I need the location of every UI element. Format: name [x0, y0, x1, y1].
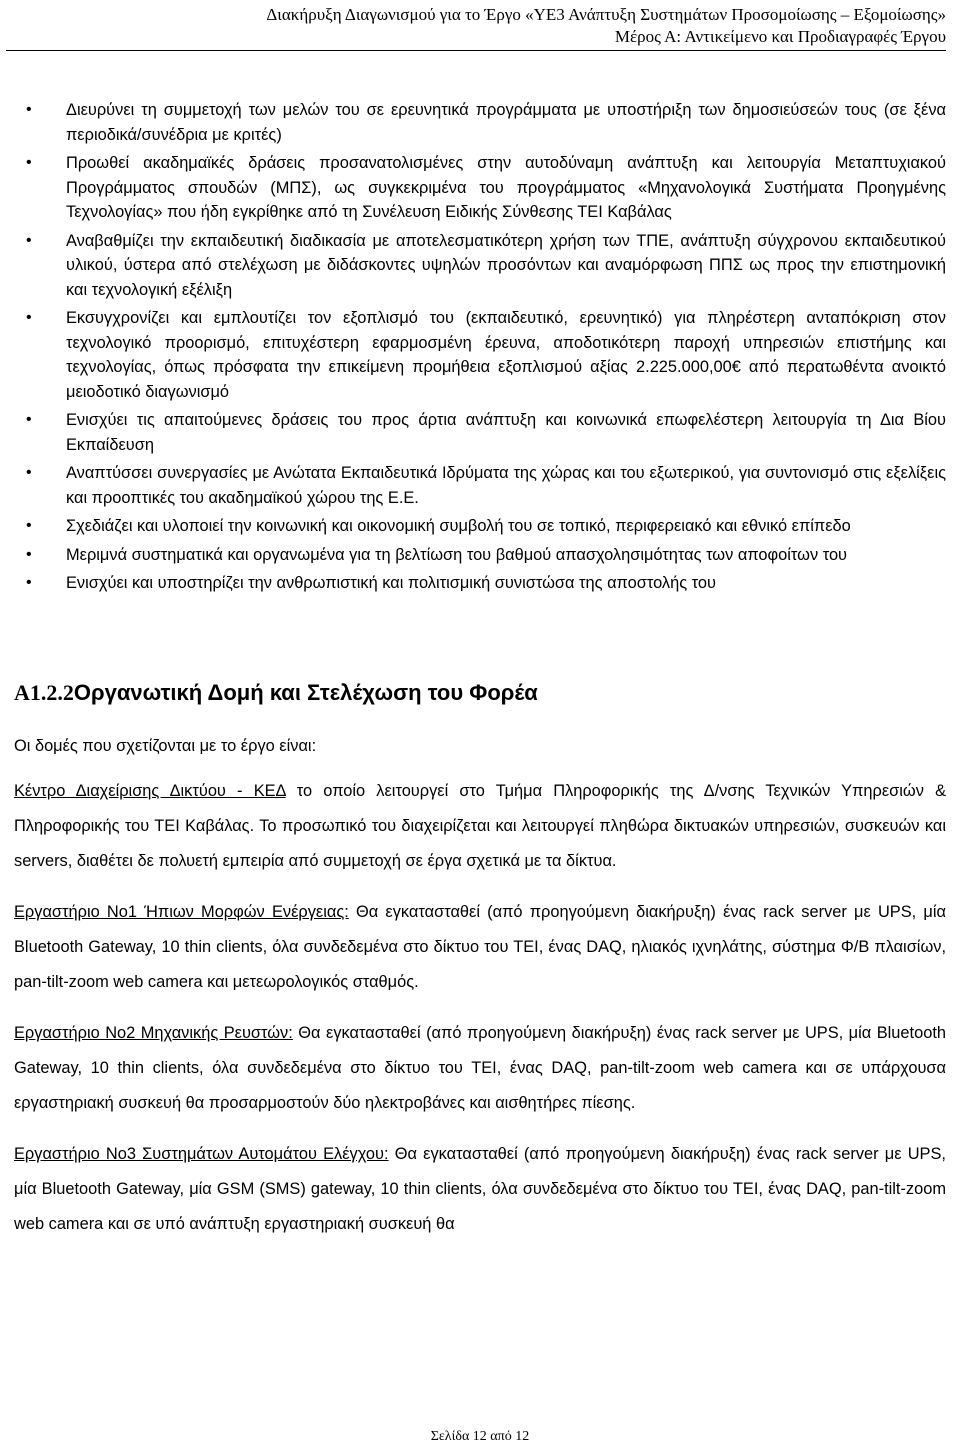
bullet-list [14, 98, 946, 596]
header-subtitle: Μέρος Α: Αντικείμενο και Προδιαγραφές Έργου [614, 27, 946, 46]
section-intro: Οι δομές που σχετίζονται με το έργο είναι: [14, 736, 317, 755]
list-item: • Εκσυγχρονίζει και εμπλουτίζει τον εξοπλισμό του (εκπαιδευτικό, ερευνητικό) για πληρέστερη ανταπόκριση στον τεχνολογικό προορισμό, επιτυχέστερη εφαρμοσμένη έρευνα, αποδοτικότερη παροχή υπηρεσιών επιστήμης και τεχνολογίας, όπως πρόσφατα την επικείμενη προμήθεια εξοπλισμού αξίας 2.225.000,00€ από περατωθέντα ανοικτό μειοδοτικό διαγωνισμό [14, 306, 946, 404]
paragraph-label: Κέντρο Διαχείρισης Δικτύου - ΚΕΔ [14, 781, 286, 800]
list-item: • Ενισχύει τις απαιτούμενες δράσεις του προς άρτια ανάπτυξη και κοινωνικά επωφελέστερη λειτουργία τη Δια Βίου Εκπαίδευση [14, 408, 946, 457]
paragraph-ked [14, 774, 946, 879]
paragraph-text: Θα εγκατασταθεί (από προηγούμενη διακήρυξη) ένας rack server με UPS, μία Bluetooth Gateway, 10 thin clients, όλα συνδεδεμένα στο δίκτυο του ΤΕΙ, ένας DAQ, ηλιακός ιχνηλάτης, σύστημα Φ/Β πλαισίων, pan-tilt-zoom web camera και μετεωρολογικός σταθμός. [14, 902, 946, 991]
list-item: • Διευρύνει τη συμμετοχή των μελών του σε ερευνητικά προγράμματα με υποστήριξη των δημοσιεύσεών τους (σε ξένα περιοδικά/συνέδρια με κριτές) [14, 98, 946, 147]
paragraph-label: Εργαστήριο Νο2 Μηχανικής Ρευστών: [14, 1023, 293, 1042]
paragraph-label: Εργαστήριο Νο3 Συστημάτων Αυτομάτου Ελέγχου: [14, 1144, 389, 1163]
list-item: • Αναβαθμίζει την εκπαιδευτική διαδικασία με αποτελεσματικότερη χρήση των ΤΠΕ, ανάπτυξη σύγχρονου εκπαιδευτικού υλικού, ύστερα από στελέχωση με διδάσκοντες υψηλών προσόντων και αναμόρφωση ΠΠΣ ως προς την επιστημονική και τεχνολογική εξέλιξη [14, 229, 946, 303]
paragraph-text: το οποίο λειτουργεί στο Τμήμα Πληροφορικής της Δ/νσης Τεχνικών Υπηρεσιών & Πληροφορικής του ΤΕΙ Καβάλας. Το προσωπικό του διαχειρίζεται και λειτουργεί πληθώρα δικτυακών υπηρεσιών, συσκευών και servers, διαθέτει δε πολυετή εμπειρία από συμμετοχή σε έργα σχετικά με τα δίκτυα. [14, 781, 946, 870]
list-item: • Σχεδιάζει και υλοποιεί την κοινωνική και οικονομική συμβολή του σε τοπικό, περιφερειακό και εθνικό επίπεδο [14, 514, 946, 539]
section-title: Οργανωτική Δομή και Στελέχωση του Φορέα [73, 679, 538, 705]
section-number: Α1.2.2 [14, 679, 74, 705]
paragraph-lab1 [14, 895, 946, 1000]
paragraph-label: Εργαστήριο Νο1 Ήπιων Μορφών Ενέργειας: [14, 902, 349, 921]
paragraph-text: Θα εγκατασταθεί (από προηγούμενη διακήρυξη) ένας rack server με UPS, μία Bluetooth Gateway, 10 thin clients, όλα συνδεδεμένα στο δίκτυο του ΤΕΙ, ένας DAQ, pan-tilt-zoom web camera και σε υπάρχουσα εργαστηριακή συσκευή θα προσαρμοστούν δύο ηλεκτροβάνες και αισθητήρες πίεσης. [14, 1023, 946, 1112]
paragraph-lab2 [14, 1016, 946, 1121]
paragraph-text: Θα εγκατασταθεί (από προηγούμενη διακήρυξη) ένας rack server με UPS, μία Bluetooth Gateway, μία GSM (SMS) gateway, 10 thin clients, όλα συνδεδεμένα στο δίκτυο του ΤΕΙ, ένας DAQ, pan-tilt-zoom web camera και σε υπό ανάπτυξη εργαστηριακή συσκευή θα [14, 1144, 946, 1233]
section-heading [14, 678, 946, 708]
list-item: • Προωθεί ακαδημαϊκές δράσεις προσανατολισμένες στην αυτοδύναμη ανάπτυξη και λειτουργία Μεταπτυχιακού Προγράμματος σπουδών (ΜΠΣ), ως συγκεκριμένα του προγράμματος «Μηχανολογικά Συστήματα Προηγμένης Τεχνολογίας» που ήδη εγκρίθηκε από τη Συνέλευση Ειδικής Σύνθεσης ΤΕΙ Καβάλας [14, 151, 946, 225]
page-header [6, 0, 946, 51]
header-title: Διακήρυξη Διαγωνισμού για το Έργο «ΥΕ3 Ανάπτυξη Συστημάτων Προσομοίωσης – Εξομοίωσης» [266, 5, 946, 24]
list-item: • Αναπτύσσει συνεργασίες με Ανώτατα Εκπαιδευτικά Ιδρύματα της χώρας και του εξωτερικού, για συντονισμό στις εξελίξεις και προοπτικές του ακαδημαϊκού χώρου της Ε.Ε. [14, 461, 946, 510]
document-body [14, 98, 946, 1242]
paragraph-lab3 [14, 1137, 946, 1242]
page-footer [0, 1428, 960, 1446]
page-number: Σελίδα 12 από 12 [430, 1429, 530, 1444]
list-item: • Ενισχύει και υποστηρίζει την ανθρωπιστική και πολιτισμική συνιστώσα της αποστολής του [14, 571, 946, 596]
list-item: • Μεριμνά συστηματικά και οργανωμένα για τη βελτίωση του βαθμού απασχολησιμότητας των αποφοίτων του [14, 543, 946, 568]
